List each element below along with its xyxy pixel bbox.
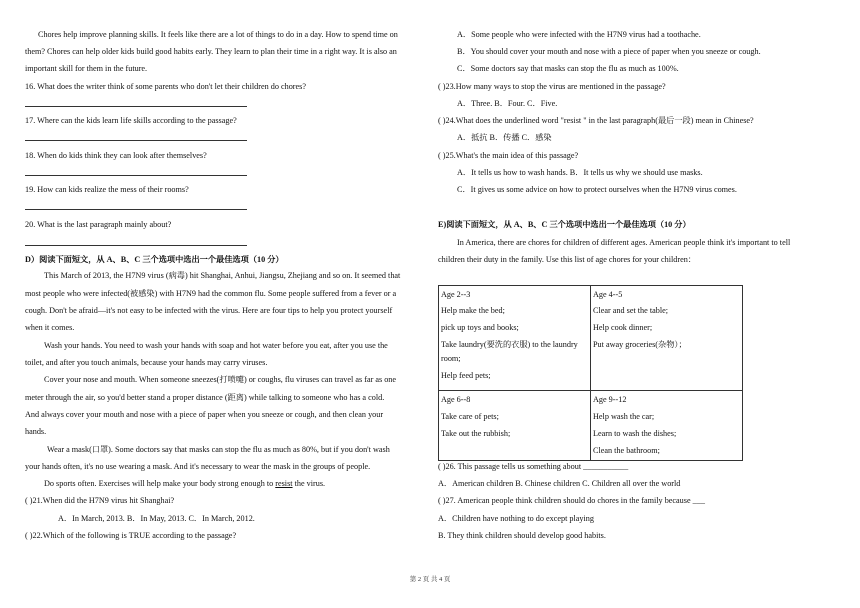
passage-d-line: This March of 2013, the H7N9 virus (病毒) hit Shanghai, Anhui, Jiangsu, Zhejiang and so on. It seemed that [44,271,401,280]
answer-line-20[interactable] [25,245,247,246]
question-27-option-a: A．Children have nothing to do except playing [438,514,594,523]
section-d-heading: D）阅读下面短文，从 A、B、C 三个选项中选出一个最佳选项（10 分） [25,255,284,264]
passage-e-line: children their duty in the family. Use this list of age chores for your children： [438,255,696,264]
cell-line: Help make the bed; [441,306,505,315]
question-22: ( )22.Which of the following is TRUE according to the passage? [25,531,237,540]
intro-line-3: important skill for them in the future. [25,64,148,73]
passage-d-line: And always cover your mouth and nose with a piece of paper when you sneeze or cough, and then clean your [25,410,384,419]
section-e-heading: E)阅读下面短文，从 A、B、C 三个选项中选出一个最佳选项（10 分） [438,220,691,229]
passage-d-text: Do sports often. Exercises will help make your body strong enough to [44,479,276,488]
question-20: 20. What is the last paragraph mainly about? [25,220,172,229]
q22-option-a: A．Some people who were infected with the H7N9 virus had a toothache. [457,30,701,39]
question-21-options: A．In March, 2013. B．In May, 2013. C．In March, 2012. [58,514,255,523]
cell-line: Take out the rubbish; [441,429,511,438]
question-23-options: A．Three. B．Four. C．Five. [457,99,558,108]
cell-line: Help feed pets; [441,371,491,380]
cell-line: Take laundry(要洗的衣服) to the laundry [441,340,578,349]
table-cell-age-9-12 [591,391,743,461]
cell-line: Age 2--3 [441,290,471,299]
passage-d-last-line [44,478,325,489]
cell-line: Clean the bathroom; [593,446,660,455]
passage-d-line: when it comes. [25,323,75,332]
chores-table [438,285,743,461]
cell-line: Age 4--5 [593,290,623,299]
cell-line: Age 9--12 [593,395,627,404]
intro-line-1: Chores help improve planning skills. It feels like there are a lot of things to do in a day. How to spend time on [38,30,398,39]
cell-line: Help wash the car; [593,412,655,421]
table-cell-age-2-3 [439,286,591,391]
page-footer: 第 2 页 共 4 页 [409,576,451,583]
underlined-word-resist: resist [275,479,293,488]
question-26: ( )26. This passage tells us something about ___________ [438,462,629,471]
passage-d-line: most people who were infected(被感染) with H7N9 had the common flu. Some people suffered from a fever or a [25,289,397,298]
cell-line: Age 6--8 [441,395,471,404]
cell-line: Put away groceries(杂物）； [593,340,687,349]
cell-line: Clear and set the table; [593,306,669,315]
cell-line: room; [441,354,461,363]
passage-d-text-end: the virus. [292,479,326,488]
question-24: ( )24.What does the underlined word "resist " in the last paragraph(最后一段) mean in Chinese? [438,116,754,125]
question-18: 18. When do kids think they can look after themselves? [25,151,207,160]
question-27-option-b: B. They think children should develop good habits. [438,531,606,540]
question-25: ( )25.What's the main idea of this passage? [438,151,579,160]
answer-line-18[interactable] [25,175,247,176]
answer-line-17[interactable] [25,140,247,141]
passage-d-line: cough. Don't be afraid—it's not easy to be infected with the virus. Here are four tips to help you protect yourself [25,306,393,315]
intro-line-2: them? Chores can help older kids build good habits early. They learn to plan their time in a right way. It is also an [25,47,397,56]
answer-line-16[interactable] [25,106,247,107]
cell-line: Take care of pets; [441,412,499,421]
question-17: 17. Where can the kids learn life skills according to the passage? [25,116,237,125]
cell-line: Learn to wash the dishes; [593,429,677,438]
question-23: ( )23.How many ways to stop the virus are mentioned in the passage? [438,82,666,91]
question-21: ( )21.When did the H7N9 virus hit Shanghai? [25,496,175,505]
question-19: 19. How can kids realize the mess of their rooms? [25,185,189,194]
question-26-options: A．American children B. Chinese children C. Children all over the world [438,479,681,488]
cell-line: Help cook dinner; [593,323,653,332]
question-25-options-ab: A．It tells us how to wash hands. B．It tells us why we should use masks. [457,168,703,177]
passage-d-line: Wash your hands. You need to wash your hands with soap and hot water before you eat, after you use the [44,341,388,350]
passage-e-line: In America, there are chores for children of different ages. American people think it's important to tell [457,238,791,247]
answer-line-19[interactable] [25,209,247,210]
question-16: 16. What does the writer think of some parents who don't let their children do chores? [25,82,306,91]
table-cell-age-4-5 [591,286,743,391]
question-27: ( )27. American people think children should do chores in the family because ___ [438,496,705,505]
passage-d-line: Wear a mask(口罩). Some doctors say that masks can stop the flu as much as 80%, but if you don't wash [47,445,390,454]
question-24-options: A．抵抗 B．传播 C．感染 [457,133,552,142]
passage-d-line: toilet, and after you touch animals, because your hands may carry viruses. [25,358,268,367]
question-25-option-c: C．It gives us some advice on how to protect ourselves when the H7N9 virus comes. [457,185,737,194]
passage-d-line: meter through the air, so you'd better stand a proper distance (距离) while talking to someone who has a cold. [25,393,385,402]
q22-option-b: B．You should cover your mouth and nose with a piece of paper when you sneeze or cough. [457,47,761,56]
cell-line: pick up toys and books; [441,323,519,332]
passage-d-line: hands. [25,427,47,436]
passage-d-line: Cover your nose and mouth. When someone sneezes(打喷嚏) or coughs, flu viruses can travel as far as one [44,375,397,384]
q22-option-c: C．Some doctors say that masks can stop the flu as much as 100%. [457,64,679,73]
table-cell-age-6-8 [439,391,591,461]
passage-d-line: your hands often, it's no use wearing a mask. And it's necessary to wear the mask in the groups of people. [25,462,371,471]
